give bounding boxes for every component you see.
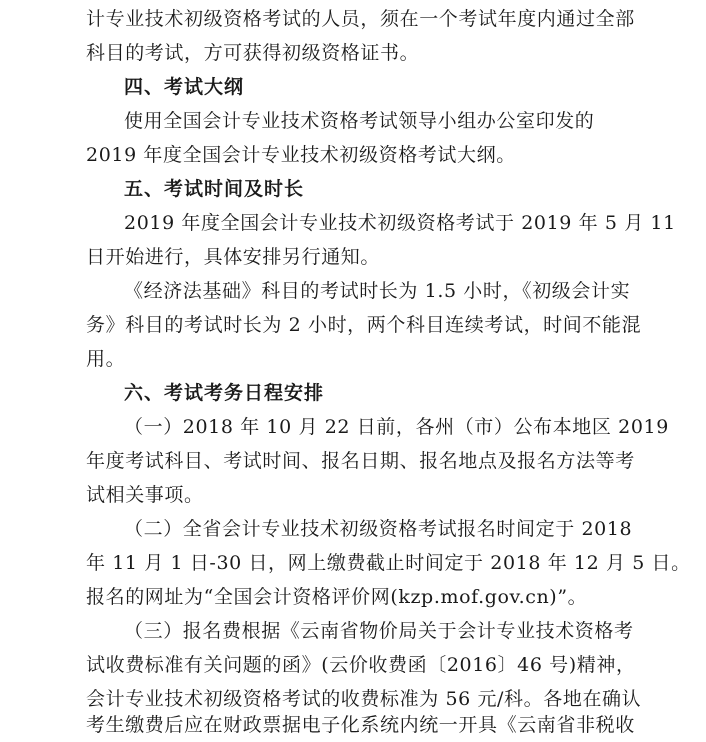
body-text-line-12: 试相关事项。 [86,484,204,506]
body-text-line-13: （二）全省会计专业技术初级资格考试报名时间定于 2018 [124,518,633,540]
body-text-line-11: 年度考试科目、考试时间、报名日期、报名地点及报名方法等考 [86,450,635,472]
body-text-line-8: 务》科目的考试时长为 2 小时，两个科目连续考试，时间不能混 [86,314,642,336]
body-text-line-5: 2019 年度全国会计专业技术初级资格考试于 2019 年 5 月 11 [124,212,676,234]
body-text-line-15: 报名的网址为“全国会计资格评价网(kzp.mof.gov.cn)”。 [86,586,588,608]
body-text-line-18: 会计专业技术初级资格考试的收费标准为 56 元/科。各地在确认 [86,688,642,710]
body-text-line-7: 《经济法基础》科目的考试时长为 1.5 小时，《初级会计实 [124,280,631,302]
section-heading-4: 四、考试大纲 [124,76,245,98]
body-text-line-1: 计专业技术初级资格考试的人员，须在一个考试年度内通过全部 [86,8,635,30]
body-text-line-19: 考生缴费后应在财政票据电子化系统内统一开具《云南省非税收 [86,714,635,736]
section-heading-6: 六、考试考务日程安排 [124,382,325,404]
body-text-line-2: 科目的考试，方可获得初级资格证书。 [86,42,420,64]
body-text-line-17: 试收费标准有关问题的函》(云价收费函〔2016〕46 号)精神， [86,654,636,676]
body-text-line-14: 年 11 月 1 日-30 日，网上缴费截止时间定于 2018 年 12 月 5 日。 [86,552,691,574]
body-text-line-4: 2019 年度全国会计专业技术初级资格考试大纲。 [86,144,516,166]
body-text-line-3: 使用全国会计专业技术资格考试领导小组办公室印发的 [124,110,595,132]
section-heading-5: 五、考试时间及时长 [124,178,305,200]
body-text-line-9: 用。 [86,348,126,370]
body-text-line-6: 日开始进行，具体安排另行通知。 [86,246,381,268]
body-text-line-10: （一）2018 年 10 月 22 日前，各州（市）公布本地区 2019 [124,416,669,438]
body-text-line-16: （三）报名费根据《云南省物价局关于会计专业技术资格考 [124,620,634,642]
